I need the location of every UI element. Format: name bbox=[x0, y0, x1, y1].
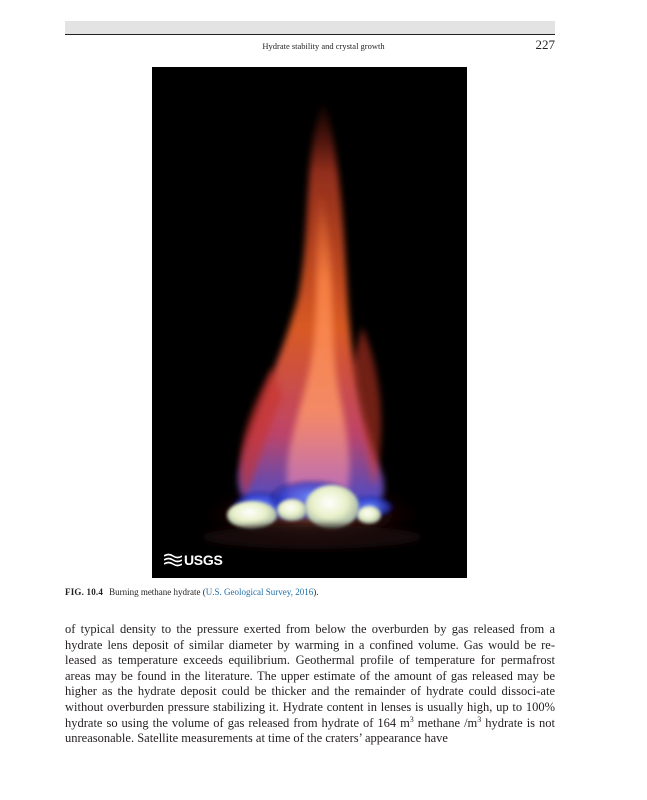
usgs-logo-text: USGS bbox=[184, 552, 223, 568]
figure-caption bbox=[65, 586, 555, 598]
body-text-3: hydrate is not unreasonable. Satellite measurements at time of the craters’ appearance have bbox=[65, 715, 555, 746]
caption-end: ). bbox=[313, 587, 319, 597]
body-text-1: of typical density to the pressure exerted from below the overburden by gas released from a hydrate lens deposit of similar diameter by warming in a confined volume. Gas would be re-leased as temperature exceeds equilibrium. Geothermal profile of temperature for permafrost areas may be found in the literature. The upper estimate of the amount of gas released may be higher as the hydrate deposit could be thicker and the remainder of hydrate could dissoci-ate without overburden pressure stabilizing it. Hydrate content in lenses is usually high, up to 100% hydrate so using the volume of gas released from hydrate of 164 m bbox=[65, 622, 555, 730]
body-text-2: methane /m bbox=[413, 715, 478, 730]
usgs-logo bbox=[164, 553, 222, 567]
page-number: 227 bbox=[535, 37, 555, 52]
methane-flame-photo bbox=[152, 67, 467, 578]
header-rule bbox=[65, 34, 555, 35]
top-band bbox=[65, 21, 555, 34]
running-head: Hydrate stability and crystal growth bbox=[262, 41, 385, 51]
figure-label: FIG. 10.4 bbox=[65, 587, 104, 597]
usgs-wave-icon bbox=[164, 553, 182, 567]
superscript-3-a: 3 bbox=[409, 714, 414, 724]
body-paragraph bbox=[65, 622, 555, 747]
caption-citation-link[interactable]: U.S. Geological Survey, 2016 bbox=[205, 587, 314, 597]
superscript-3-b: 3 bbox=[477, 714, 482, 724]
caption-text: Burning methane hydrate ( bbox=[109, 587, 206, 597]
figure-photo bbox=[152, 67, 467, 578]
